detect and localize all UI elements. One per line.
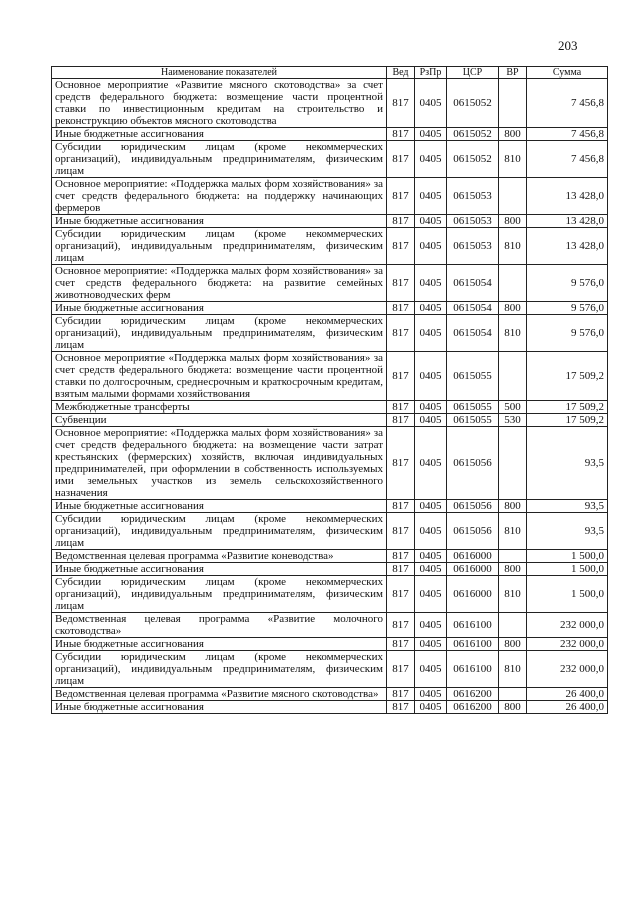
rzpr-code: 0405 — [415, 563, 447, 576]
rzpr-code: 0405 — [415, 500, 447, 513]
table-row — [52, 500, 608, 513]
table-body — [52, 79, 608, 714]
indicator-name: Субсидии юридическим лицам (кроме некоммерческих организаций), индивидуальным предпринимателям, физическим лицам — [52, 513, 387, 550]
csr-code: 0616000 — [447, 576, 499, 613]
table-row — [52, 638, 608, 651]
rzpr-code: 0405 — [415, 701, 447, 714]
table-header-row — [52, 67, 608, 79]
indicator-name: Субсидии юридическим лицам (кроме некоммерческих организаций), индивидуальным предпринимателям, физическим лицам — [52, 651, 387, 688]
csr-code: 0615052 — [447, 128, 499, 141]
ved-code: 817 — [387, 315, 415, 352]
csr-code: 0615053 — [447, 228, 499, 265]
csr-code: 0615053 — [447, 215, 499, 228]
indicator-name: Ведомственная целевая программа «Развитие молочного скотоводства» — [52, 613, 387, 638]
amount: 93,5 — [527, 500, 608, 513]
vr-code: 810 — [499, 228, 527, 265]
column-header-name: Наименование показателей — [52, 67, 387, 79]
ved-code: 817 — [387, 651, 415, 688]
budget-table — [51, 66, 608, 714]
csr-code: 0616000 — [447, 550, 499, 563]
ved-code: 817 — [387, 701, 415, 714]
vr-code — [499, 688, 527, 701]
table-row — [52, 228, 608, 265]
csr-code: 0616200 — [447, 688, 499, 701]
table-row — [52, 576, 608, 613]
amount: 1 500,0 — [527, 576, 608, 613]
ved-code: 817 — [387, 563, 415, 576]
rzpr-code: 0405 — [415, 302, 447, 315]
ved-code: 817 — [387, 500, 415, 513]
ved-code: 817 — [387, 178, 415, 215]
rzpr-code: 0405 — [415, 79, 447, 128]
ved-code: 817 — [387, 638, 415, 651]
amount: 26 400,0 — [527, 701, 608, 714]
vr-code: 500 — [499, 401, 527, 414]
rzpr-code: 0405 — [415, 427, 447, 500]
rzpr-code: 0405 — [415, 576, 447, 613]
ved-code: 817 — [387, 215, 415, 228]
csr-code: 0616100 — [447, 613, 499, 638]
amount: 7 456,8 — [527, 141, 608, 178]
indicator-name: Основное мероприятие: «Поддержка малых форм хозяйствования» за счет средств федерального бюджета: на поддержку начинающих фермеров — [52, 178, 387, 215]
table-row — [52, 265, 608, 302]
vr-code: 800 — [499, 302, 527, 315]
column-header-ved: Вед — [387, 67, 415, 79]
rzpr-code: 0405 — [415, 550, 447, 563]
table-row — [52, 302, 608, 315]
rzpr-code: 0405 — [415, 141, 447, 178]
rzpr-code: 0405 — [415, 414, 447, 427]
csr-code: 0616200 — [447, 701, 499, 714]
rzpr-code: 0405 — [415, 315, 447, 352]
indicator-name: Иные бюджетные ассигнования — [52, 563, 387, 576]
table-row — [52, 563, 608, 576]
amount: 13 428,0 — [527, 215, 608, 228]
vr-code — [499, 79, 527, 128]
ved-code: 817 — [387, 401, 415, 414]
table-row — [52, 141, 608, 178]
column-header-rzpr: РзПр — [415, 67, 447, 79]
csr-code: 0615056 — [447, 500, 499, 513]
ved-code: 817 — [387, 302, 415, 315]
csr-code: 0615055 — [447, 401, 499, 414]
indicator-name: Ведомственная целевая программа «Развитие мясного скотоводства» — [52, 688, 387, 701]
vr-code: 800 — [499, 500, 527, 513]
indicator-name: Иные бюджетные ассигнования — [52, 302, 387, 315]
indicator-name: Иные бюджетные ассигнования — [52, 638, 387, 651]
amount: 17 509,2 — [527, 414, 608, 427]
column-header-sum: Сумма — [527, 67, 608, 79]
table-row — [52, 178, 608, 215]
rzpr-code: 0405 — [415, 401, 447, 414]
table-row — [52, 352, 608, 401]
table-row — [52, 79, 608, 128]
ved-code: 817 — [387, 141, 415, 178]
amount: 93,5 — [527, 427, 608, 500]
indicator-name: Субсидии юридическим лицам (кроме некоммерческих организаций), индивидуальным предпринимателям, физическим лицам — [52, 315, 387, 352]
vr-code — [499, 613, 527, 638]
csr-code: 0616100 — [447, 638, 499, 651]
column-header-csr: ЦСР — [447, 67, 499, 79]
rzpr-code: 0405 — [415, 352, 447, 401]
ved-code: 817 — [387, 427, 415, 500]
ved-code: 817 — [387, 228, 415, 265]
csr-code: 0616100 — [447, 651, 499, 688]
indicator-name: Основное мероприятие: «Поддержка малых форм хозяйствования» за счет средств федерального бюджета: на возмещение части затрат крестьянских (фермерских) хозяйств, включая индивидуальных предпринимателей, при оформлении в собственность используемых ими земельных участков из земель сельскохозяйственного назначения — [52, 427, 387, 500]
vr-code: 810 — [499, 651, 527, 688]
rzpr-code: 0405 — [415, 128, 447, 141]
table-row — [52, 315, 608, 352]
table-row — [52, 688, 608, 701]
amount: 232 000,0 — [527, 638, 608, 651]
amount: 13 428,0 — [527, 228, 608, 265]
vr-code — [499, 352, 527, 401]
indicator-name: Субсидии юридическим лицам (кроме некоммерческих организаций), индивидуальным предпринимателям, физическим лицам — [52, 141, 387, 178]
csr-code: 0615054 — [447, 265, 499, 302]
ved-code: 817 — [387, 613, 415, 638]
vr-code: 810 — [499, 513, 527, 550]
vr-code: 810 — [499, 141, 527, 178]
rzpr-code: 0405 — [415, 651, 447, 688]
vr-code — [499, 265, 527, 302]
rzpr-code: 0405 — [415, 228, 447, 265]
indicator-name: Субсидии юридическим лицам (кроме некоммерческих организаций), индивидуальным предпринимателям, физическим лицам — [52, 576, 387, 613]
ved-code: 817 — [387, 688, 415, 701]
rzpr-code: 0405 — [415, 688, 447, 701]
vr-code: 800 — [499, 215, 527, 228]
csr-code: 0615053 — [447, 178, 499, 215]
vr-code: 530 — [499, 414, 527, 427]
vr-code: 800 — [499, 701, 527, 714]
table-row — [52, 427, 608, 500]
vr-code: 810 — [499, 315, 527, 352]
indicator-name: Ведомственная целевая программа «Развитие коневодства» — [52, 550, 387, 563]
vr-code — [499, 427, 527, 500]
amount: 232 000,0 — [527, 651, 608, 688]
csr-code: 0615054 — [447, 302, 499, 315]
ved-code: 817 — [387, 79, 415, 128]
amount: 9 576,0 — [527, 315, 608, 352]
ved-code: 817 — [387, 352, 415, 401]
table-row — [52, 128, 608, 141]
amount: 9 576,0 — [527, 265, 608, 302]
amount: 7 456,8 — [527, 79, 608, 128]
table-row — [52, 651, 608, 688]
indicator-name: Иные бюджетные ассигнования — [52, 500, 387, 513]
indicator-name: Иные бюджетные ассигнования — [52, 701, 387, 714]
amount: 9 576,0 — [527, 302, 608, 315]
indicator-name: Субсидии юридическим лицам (кроме некоммерческих организаций), индивидуальным предпринимателям, физическим лицам — [52, 228, 387, 265]
ved-code: 817 — [387, 576, 415, 613]
rzpr-code: 0405 — [415, 215, 447, 228]
amount: 232 000,0 — [527, 613, 608, 638]
amount: 1 500,0 — [527, 563, 608, 576]
indicator-name: Иные бюджетные ассигнования — [52, 215, 387, 228]
vr-code: 800 — [499, 638, 527, 651]
csr-code: 0615056 — [447, 513, 499, 550]
csr-code: 0615052 — [447, 79, 499, 128]
table-row — [52, 513, 608, 550]
ved-code: 817 — [387, 128, 415, 141]
table-row — [52, 701, 608, 714]
rzpr-code: 0405 — [415, 513, 447, 550]
ved-code: 817 — [387, 265, 415, 302]
vr-code: 810 — [499, 576, 527, 613]
indicator-name: Субвенции — [52, 414, 387, 427]
vr-code — [499, 550, 527, 563]
table-row — [52, 550, 608, 563]
column-header-vr: ВР — [499, 67, 527, 79]
ved-code: 817 — [387, 513, 415, 550]
table-row — [52, 414, 608, 427]
vr-code — [499, 178, 527, 215]
ved-code: 817 — [387, 550, 415, 563]
csr-code: 0615055 — [447, 352, 499, 401]
page-number: 203 — [558, 38, 578, 53]
rzpr-code: 0405 — [415, 265, 447, 302]
rzpr-code: 0405 — [415, 178, 447, 215]
ved-code: 817 — [387, 414, 415, 427]
csr-code: 0615055 — [447, 414, 499, 427]
amount: 1 500,0 — [527, 550, 608, 563]
amount: 13 428,0 — [527, 178, 608, 215]
vr-code: 800 — [499, 128, 527, 141]
amount: 17 509,2 — [527, 401, 608, 414]
rzpr-code: 0405 — [415, 613, 447, 638]
vr-code: 800 — [499, 563, 527, 576]
indicator-name: Иные бюджетные ассигнования — [52, 128, 387, 141]
amount: 93,5 — [527, 513, 608, 550]
table-row — [52, 401, 608, 414]
rzpr-code: 0405 — [415, 638, 447, 651]
indicator-name: Основное мероприятие «Поддержка малых форм хозяйствования» за счет средств федерального бюджета: возмещение части процентной ставки по долгосрочным, среднесрочным и краткосрочным кредитам, взятым малыми формами хозяйствования — [52, 352, 387, 401]
amount: 17 509,2 — [527, 352, 608, 401]
amount: 26 400,0 — [527, 688, 608, 701]
csr-code: 0616000 — [447, 563, 499, 576]
csr-code: 0615056 — [447, 427, 499, 500]
indicator-name: Основное мероприятие: «Поддержка малых форм хозяйствования» за счет средств федерального бюджета: на развитие семейных животноводческих ферм — [52, 265, 387, 302]
table-row — [52, 613, 608, 638]
amount: 7 456,8 — [527, 128, 608, 141]
csr-code: 0615054 — [447, 315, 499, 352]
indicator-name: Межбюджетные трансферты — [52, 401, 387, 414]
table-row — [52, 215, 608, 228]
indicator-name: Основное мероприятие «Развитие мясного скотоводства» за счет средств федерального бюджета: возмещение части процентной ставки по инвестиционным кредитам на строительство и реконструкцию объектов мясного скотоводства — [52, 79, 387, 128]
csr-code: 0615052 — [447, 141, 499, 178]
